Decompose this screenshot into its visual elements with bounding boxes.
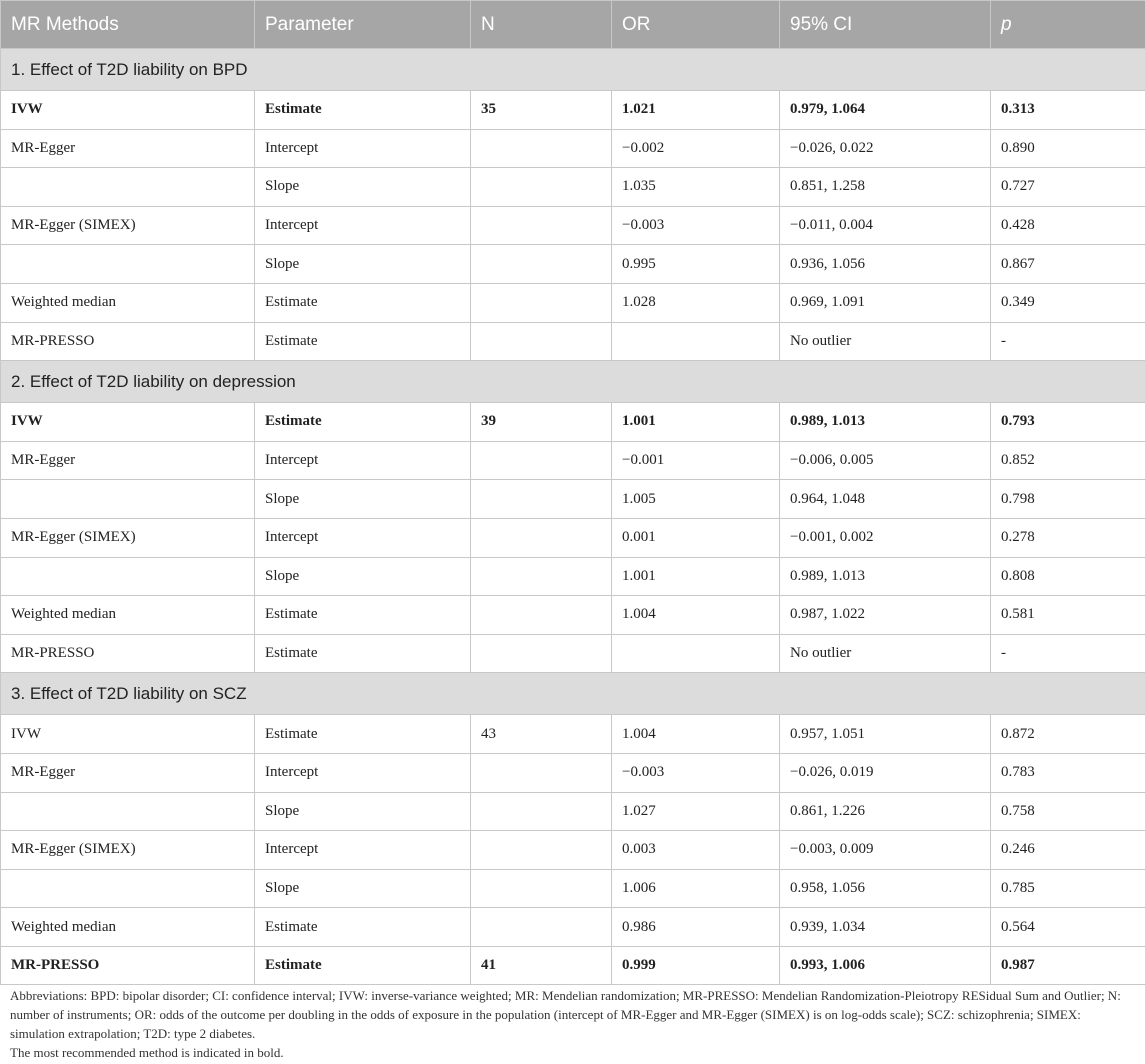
cell-n	[471, 245, 612, 284]
cell-ci: 0.958, 1.056	[780, 869, 991, 908]
table-row	[1, 715, 1145, 754]
section-row	[1, 673, 1145, 715]
cell-ci: 0.989, 1.013	[780, 403, 991, 442]
table-row	[1, 557, 1145, 596]
cell-n	[471, 792, 612, 831]
cell-or: 1.001	[612, 403, 780, 442]
cell-ci: 0.964, 1.048	[780, 480, 991, 519]
section-title: 2. Effect of T2D liability on depression	[1, 361, 1145, 403]
table-row	[1, 480, 1145, 519]
cell-ci: No outlier	[780, 634, 991, 673]
cell-n: 43	[471, 715, 612, 754]
cell-p: 0.987	[991, 946, 1145, 985]
cell-or: 0.999	[612, 946, 780, 985]
cell-p: 0.428	[991, 206, 1145, 245]
cell-parameter: Slope	[255, 480, 471, 519]
cell-method	[1, 480, 255, 519]
section-title: 1. Effect of T2D liability on BPD	[1, 49, 1145, 91]
cell-p: -	[991, 634, 1145, 673]
cell-or: 0.003	[612, 831, 780, 870]
section-title: 3. Effect of T2D liability on SCZ	[1, 673, 1145, 715]
header-n: N	[471, 1, 612, 49]
cell-method: IVW	[1, 91, 255, 130]
abbreviations-note: Abbreviations: BPD: bipolar disorder; CI: confidence interval; IVW: inverse-variance weighted; MR: Mendelian randomization; MR-PRESSO: Mendelian Randomization-Pleiotropy RESidual Sum and Outlier; N: number of instruments; OR: odds of the outcome per doubling in the odds of exposure in the population (intercept of MR-Egger and MR-Egger (SIMEX) is on log-odds scale); SCZ: schizophrenia; SIMEX: simulation extrapolation; T2D: type 2 diabetes.	[10, 988, 1121, 1041]
cell-ci: 0.969, 1.091	[780, 283, 991, 322]
cell-n	[471, 518, 612, 557]
cell-method	[1, 245, 255, 284]
cell-method: MR-Egger (SIMEX)	[1, 206, 255, 245]
table-row	[1, 792, 1145, 831]
table-body	[1, 49, 1145, 985]
cell-ci: No outlier	[780, 322, 991, 361]
cell-or: 1.028	[612, 283, 780, 322]
cell-ci: −0.026, 0.022	[780, 129, 991, 168]
cell-n	[471, 831, 612, 870]
header-mr-methods: MR Methods	[1, 1, 255, 49]
cell-p: 0.758	[991, 792, 1145, 831]
cell-or: 0.995	[612, 245, 780, 284]
cell-p: -	[991, 322, 1145, 361]
cell-n	[471, 557, 612, 596]
section-row	[1, 361, 1145, 403]
table-row	[1, 403, 1145, 442]
cell-method: MR-PRESSO	[1, 322, 255, 361]
cell-p: 0.798	[991, 480, 1145, 519]
cell-p: 0.564	[991, 908, 1145, 947]
cell-ci: −0.001, 0.002	[780, 518, 991, 557]
table-row	[1, 634, 1145, 673]
bold-method-note: The most recommended method is indicated in bold.	[10, 1045, 284, 1060]
cell-n	[471, 869, 612, 908]
header-or: OR	[612, 1, 780, 49]
cell-method: MR-Egger	[1, 441, 255, 480]
cell-ci: 0.993, 1.006	[780, 946, 991, 985]
table-row	[1, 831, 1145, 870]
cell-parameter: Estimate	[255, 908, 471, 947]
table-footnotes	[10, 986, 1135, 1062]
cell-ci: 0.987, 1.022	[780, 596, 991, 635]
cell-n: 41	[471, 946, 612, 985]
cell-p: 0.349	[991, 283, 1145, 322]
cell-method: MR-PRESSO	[1, 634, 255, 673]
cell-parameter: Intercept	[255, 206, 471, 245]
table-row	[1, 441, 1145, 480]
table-row	[1, 596, 1145, 635]
table-row	[1, 753, 1145, 792]
cell-method: Weighted median	[1, 596, 255, 635]
cell-ci: 0.979, 1.064	[780, 91, 991, 130]
cell-n	[471, 283, 612, 322]
header-p: p	[991, 1, 1145, 49]
table-row	[1, 283, 1145, 322]
cell-or: 1.006	[612, 869, 780, 908]
cell-p: 0.890	[991, 129, 1145, 168]
cell-p: 0.808	[991, 557, 1145, 596]
cell-method: Weighted median	[1, 908, 255, 947]
table-row	[1, 518, 1145, 557]
cell-ci: 0.851, 1.258	[780, 168, 991, 207]
cell-parameter: Estimate	[255, 596, 471, 635]
cell-n	[471, 908, 612, 947]
cell-n	[471, 129, 612, 168]
table-row	[1, 206, 1145, 245]
cell-parameter: Estimate	[255, 283, 471, 322]
cell-ci: −0.011, 0.004	[780, 206, 991, 245]
cell-n	[471, 634, 612, 673]
table-row	[1, 129, 1145, 168]
cell-or: 1.004	[612, 596, 780, 635]
table-row	[1, 168, 1145, 207]
cell-p: 0.313	[991, 91, 1145, 130]
cell-or: 1.035	[612, 168, 780, 207]
cell-n	[471, 168, 612, 207]
cell-ci: −0.003, 0.009	[780, 831, 991, 870]
cell-ci: 0.939, 1.034	[780, 908, 991, 947]
cell-method	[1, 557, 255, 596]
cell-method: MR-Egger	[1, 753, 255, 792]
cell-method: MR-Egger (SIMEX)	[1, 831, 255, 870]
cell-or: −0.003	[612, 753, 780, 792]
cell-parameter: Estimate	[255, 946, 471, 985]
cell-n: 35	[471, 91, 612, 130]
cell-parameter: Intercept	[255, 129, 471, 168]
cell-ci: −0.006, 0.005	[780, 441, 991, 480]
cell-parameter: Estimate	[255, 403, 471, 442]
cell-method: IVW	[1, 715, 255, 754]
cell-n: 39	[471, 403, 612, 442]
cell-or: −0.002	[612, 129, 780, 168]
section-row	[1, 49, 1145, 91]
cell-n	[471, 206, 612, 245]
cell-method	[1, 792, 255, 831]
cell-ci: 0.989, 1.013	[780, 557, 991, 596]
cell-n	[471, 753, 612, 792]
cell-ci: −0.026, 0.019	[780, 753, 991, 792]
cell-p: 0.278	[991, 518, 1145, 557]
header-parameter: Parameter	[255, 1, 471, 49]
cell-p: 0.727	[991, 168, 1145, 207]
table-row	[1, 245, 1145, 284]
cell-parameter: Slope	[255, 869, 471, 908]
cell-parameter: Slope	[255, 245, 471, 284]
cell-p: 0.783	[991, 753, 1145, 792]
cell-parameter: Estimate	[255, 715, 471, 754]
cell-p: 0.872	[991, 715, 1145, 754]
cell-n	[471, 480, 612, 519]
cell-or: 0.001	[612, 518, 780, 557]
cell-ci: 0.936, 1.056	[780, 245, 991, 284]
cell-or: 1.004	[612, 715, 780, 754]
header-row	[1, 1, 1145, 49]
cell-parameter: Slope	[255, 557, 471, 596]
cell-p: 0.793	[991, 403, 1145, 442]
cell-or: −0.001	[612, 441, 780, 480]
table-header	[1, 1, 1145, 49]
cell-or: 1.005	[612, 480, 780, 519]
cell-method: IVW	[1, 403, 255, 442]
cell-or: 0.986	[612, 908, 780, 947]
cell-method: MR-Egger	[1, 129, 255, 168]
table-row	[1, 908, 1145, 947]
cell-n	[471, 596, 612, 635]
table-row	[1, 322, 1145, 361]
cell-or	[612, 634, 780, 673]
table-row	[1, 91, 1145, 130]
table-row	[1, 946, 1145, 985]
header-ci: 95% CI	[780, 1, 991, 49]
cell-parameter: Estimate	[255, 91, 471, 130]
cell-method: MR-Egger (SIMEX)	[1, 518, 255, 557]
cell-p: 0.852	[991, 441, 1145, 480]
cell-p: 0.581	[991, 596, 1145, 635]
cell-parameter: Slope	[255, 792, 471, 831]
cell-parameter: Slope	[255, 168, 471, 207]
cell-parameter: Intercept	[255, 441, 471, 480]
cell-p: 0.867	[991, 245, 1145, 284]
cell-method: MR-PRESSO	[1, 946, 255, 985]
cell-or: 1.021	[612, 91, 780, 130]
cell-p: 0.246	[991, 831, 1145, 870]
cell-or	[612, 322, 780, 361]
cell-parameter: Intercept	[255, 753, 471, 792]
cell-n	[471, 441, 612, 480]
cell-method	[1, 168, 255, 207]
cell-ci: 0.861, 1.226	[780, 792, 991, 831]
cell-p: 0.785	[991, 869, 1145, 908]
cell-n	[471, 322, 612, 361]
cell-ci: 0.957, 1.051	[780, 715, 991, 754]
cell-or: 1.027	[612, 792, 780, 831]
cell-or: −0.003	[612, 206, 780, 245]
cell-parameter: Estimate	[255, 634, 471, 673]
cell-parameter: Intercept	[255, 518, 471, 557]
cell-parameter: Estimate	[255, 322, 471, 361]
cell-or: 1.001	[612, 557, 780, 596]
cell-parameter: Intercept	[255, 831, 471, 870]
table-row	[1, 869, 1145, 908]
cell-method: Weighted median	[1, 283, 255, 322]
cell-method	[1, 869, 255, 908]
